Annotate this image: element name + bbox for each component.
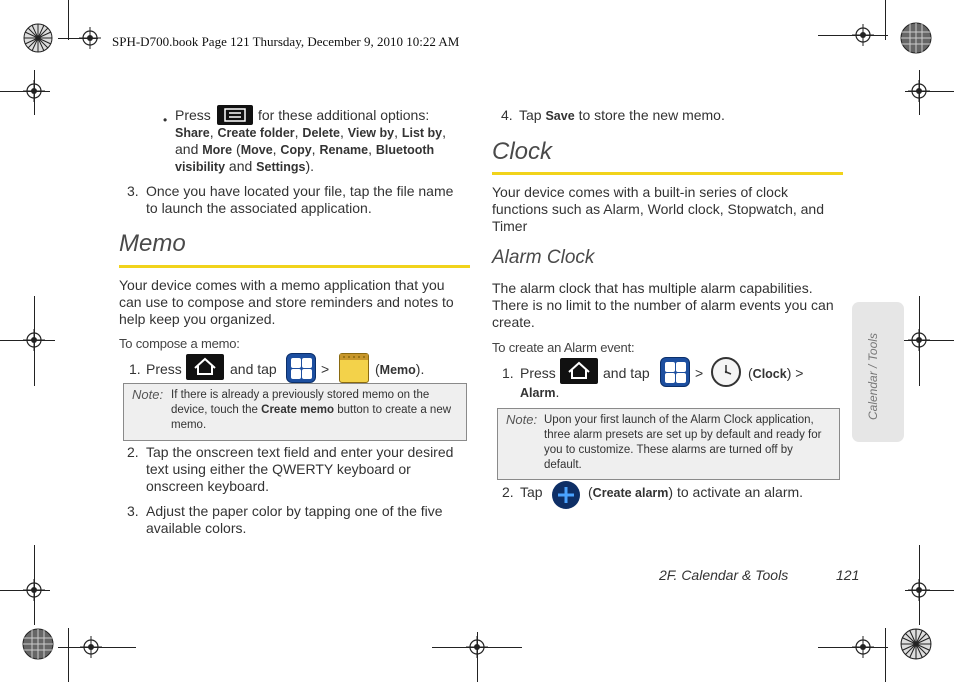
step-number: 4. (501, 107, 513, 123)
menu-key-icon (217, 105, 253, 125)
step-text-line: text using either the QWERTY keyboard or (146, 461, 411, 477)
step-memo-label: (Memo). (375, 361, 425, 377)
alarm-clock-heading: Alarm Clock (492, 247, 595, 268)
compose-memo-lead: To compose a memo: (119, 336, 240, 351)
add-plus-icon (552, 481, 580, 509)
step-and-tap-text: and tap (603, 365, 650, 381)
step-text-line: Adjust the paper color by tapping one of the five (146, 503, 443, 519)
registration-mark-icon (79, 27, 101, 49)
note-text-line: If there is already a previously stored memo on the (171, 389, 430, 401)
step-alarm-label: Alarm. (520, 384, 560, 400)
registration-mark-icon (908, 329, 930, 351)
home-key-icon (560, 358, 598, 384)
halftone-mark-icon (22, 628, 54, 660)
step-tap-text: Tap (520, 484, 543, 500)
clock-heading: Clock (492, 138, 553, 165)
registration-mark-icon (852, 24, 874, 46)
create-alarm-lead: To create an Alarm event: (492, 340, 635, 355)
footer-page-number: 121 (836, 567, 860, 583)
clock-intro-line: Your device comes with a built-in series of clock (492, 184, 788, 200)
bullet-options-line2: and More (Move, Copy, Rename, Bluetooth (175, 141, 435, 157)
bullet-options-line1: Share, Create folder, Delete, View by, List by, (175, 124, 447, 140)
step-number: 1. (502, 365, 514, 381)
note-text-line: default. (544, 459, 582, 471)
step-text-line: onscreen keyboard. (146, 478, 269, 494)
home-key-icon (186, 354, 224, 380)
note-text-line: you to customize. These alarms are turned off by (544, 444, 793, 456)
registration-mark-icon (23, 329, 45, 351)
alarm-intro-line: There is no limit to the number of alarm events you can (492, 297, 834, 313)
note-label: Note: (132, 387, 164, 402)
step-number: 3. (127, 503, 139, 519)
note-box-alarm (497, 408, 840, 480)
step-number: 2. (127, 444, 139, 460)
step-number: 1. (129, 361, 141, 377)
clock-app-icon (711, 357, 741, 387)
step-text-line: Tap the onscreen text field and enter your desired (146, 444, 454, 460)
step-and-tap-text: and tap (230, 361, 277, 377)
step-press-text: Press (520, 365, 556, 381)
bullet-press-text: Press (175, 107, 211, 123)
registration-mark-icon (908, 579, 930, 601)
step-text-line: Once you have located your file, tap the file name (146, 183, 454, 199)
registration-mark-icon (466, 636, 488, 658)
side-tab-label: Calendar / Tools (866, 333, 880, 420)
step-number: 2. (502, 484, 514, 500)
bullet-options-line3: visibility and Settings). (175, 158, 315, 174)
starburst-mark-icon (23, 23, 53, 53)
step-text-line: to launch the associated application. (146, 200, 372, 216)
applications-icon (660, 357, 690, 387)
note-box-memo (123, 383, 467, 441)
footer-section-name: 2F. Calendar & Tools (659, 567, 789, 583)
clock-heading-rule (492, 172, 843, 175)
memo-heading-rule (119, 265, 470, 268)
memo-heading: Memo (119, 230, 186, 257)
registration-mark-icon (852, 636, 874, 658)
note-text-line: three alarm presets are set up by default and ready for (544, 429, 822, 441)
alarm-intro-line: The alarm clock that has multiple alarm capabilities. (492, 280, 813, 296)
halftone-mark-icon (900, 22, 932, 54)
step-gt: > (695, 365, 704, 381)
alarm-intro-line: create. (492, 314, 535, 330)
print-header: SPH-D700.book Page 121 Thursday, December 9, 2010 10:22 AM (112, 34, 460, 49)
applications-icon (286, 353, 316, 383)
starburst-mark-icon (900, 628, 932, 660)
memo-intro-line: Your device comes with a memo application that you (119, 277, 445, 293)
step-save-line: Tap Save to store the new memo. (519, 107, 725, 123)
memo-intro-line: help keep you organized. (119, 311, 276, 327)
clock-intro-line: Timer (492, 218, 528, 234)
bullet-dot: • (163, 113, 168, 127)
step-create-alarm-text: (Create alarm) to activate an alarm. (588, 484, 804, 500)
note-text-line: device, touch the Create memo button to create a new (171, 404, 452, 416)
step-text-line: available colors. (146, 520, 247, 536)
registration-mark-icon (80, 636, 102, 658)
step-number: 3. (127, 183, 139, 199)
clock-intro-line: functions such as Alarm, World clock, Stopwatch, and (492, 201, 825, 217)
note-label: Note: (506, 412, 538, 427)
registration-mark-icon (23, 579, 45, 601)
step-clock-label: (Clock) > (748, 365, 804, 381)
step-press-text: Press (146, 361, 182, 377)
note-text-line: Upon your first launch of the Alarm Clock application, (544, 414, 814, 426)
step-gt: > (321, 361, 330, 377)
note-text-line: memo. (171, 419, 207, 431)
memo-app-icon (339, 353, 369, 383)
bullet-options-lead: for these additional options: (258, 107, 430, 123)
memo-intro-line: can use to compose and store reminders and notes to (119, 294, 454, 310)
